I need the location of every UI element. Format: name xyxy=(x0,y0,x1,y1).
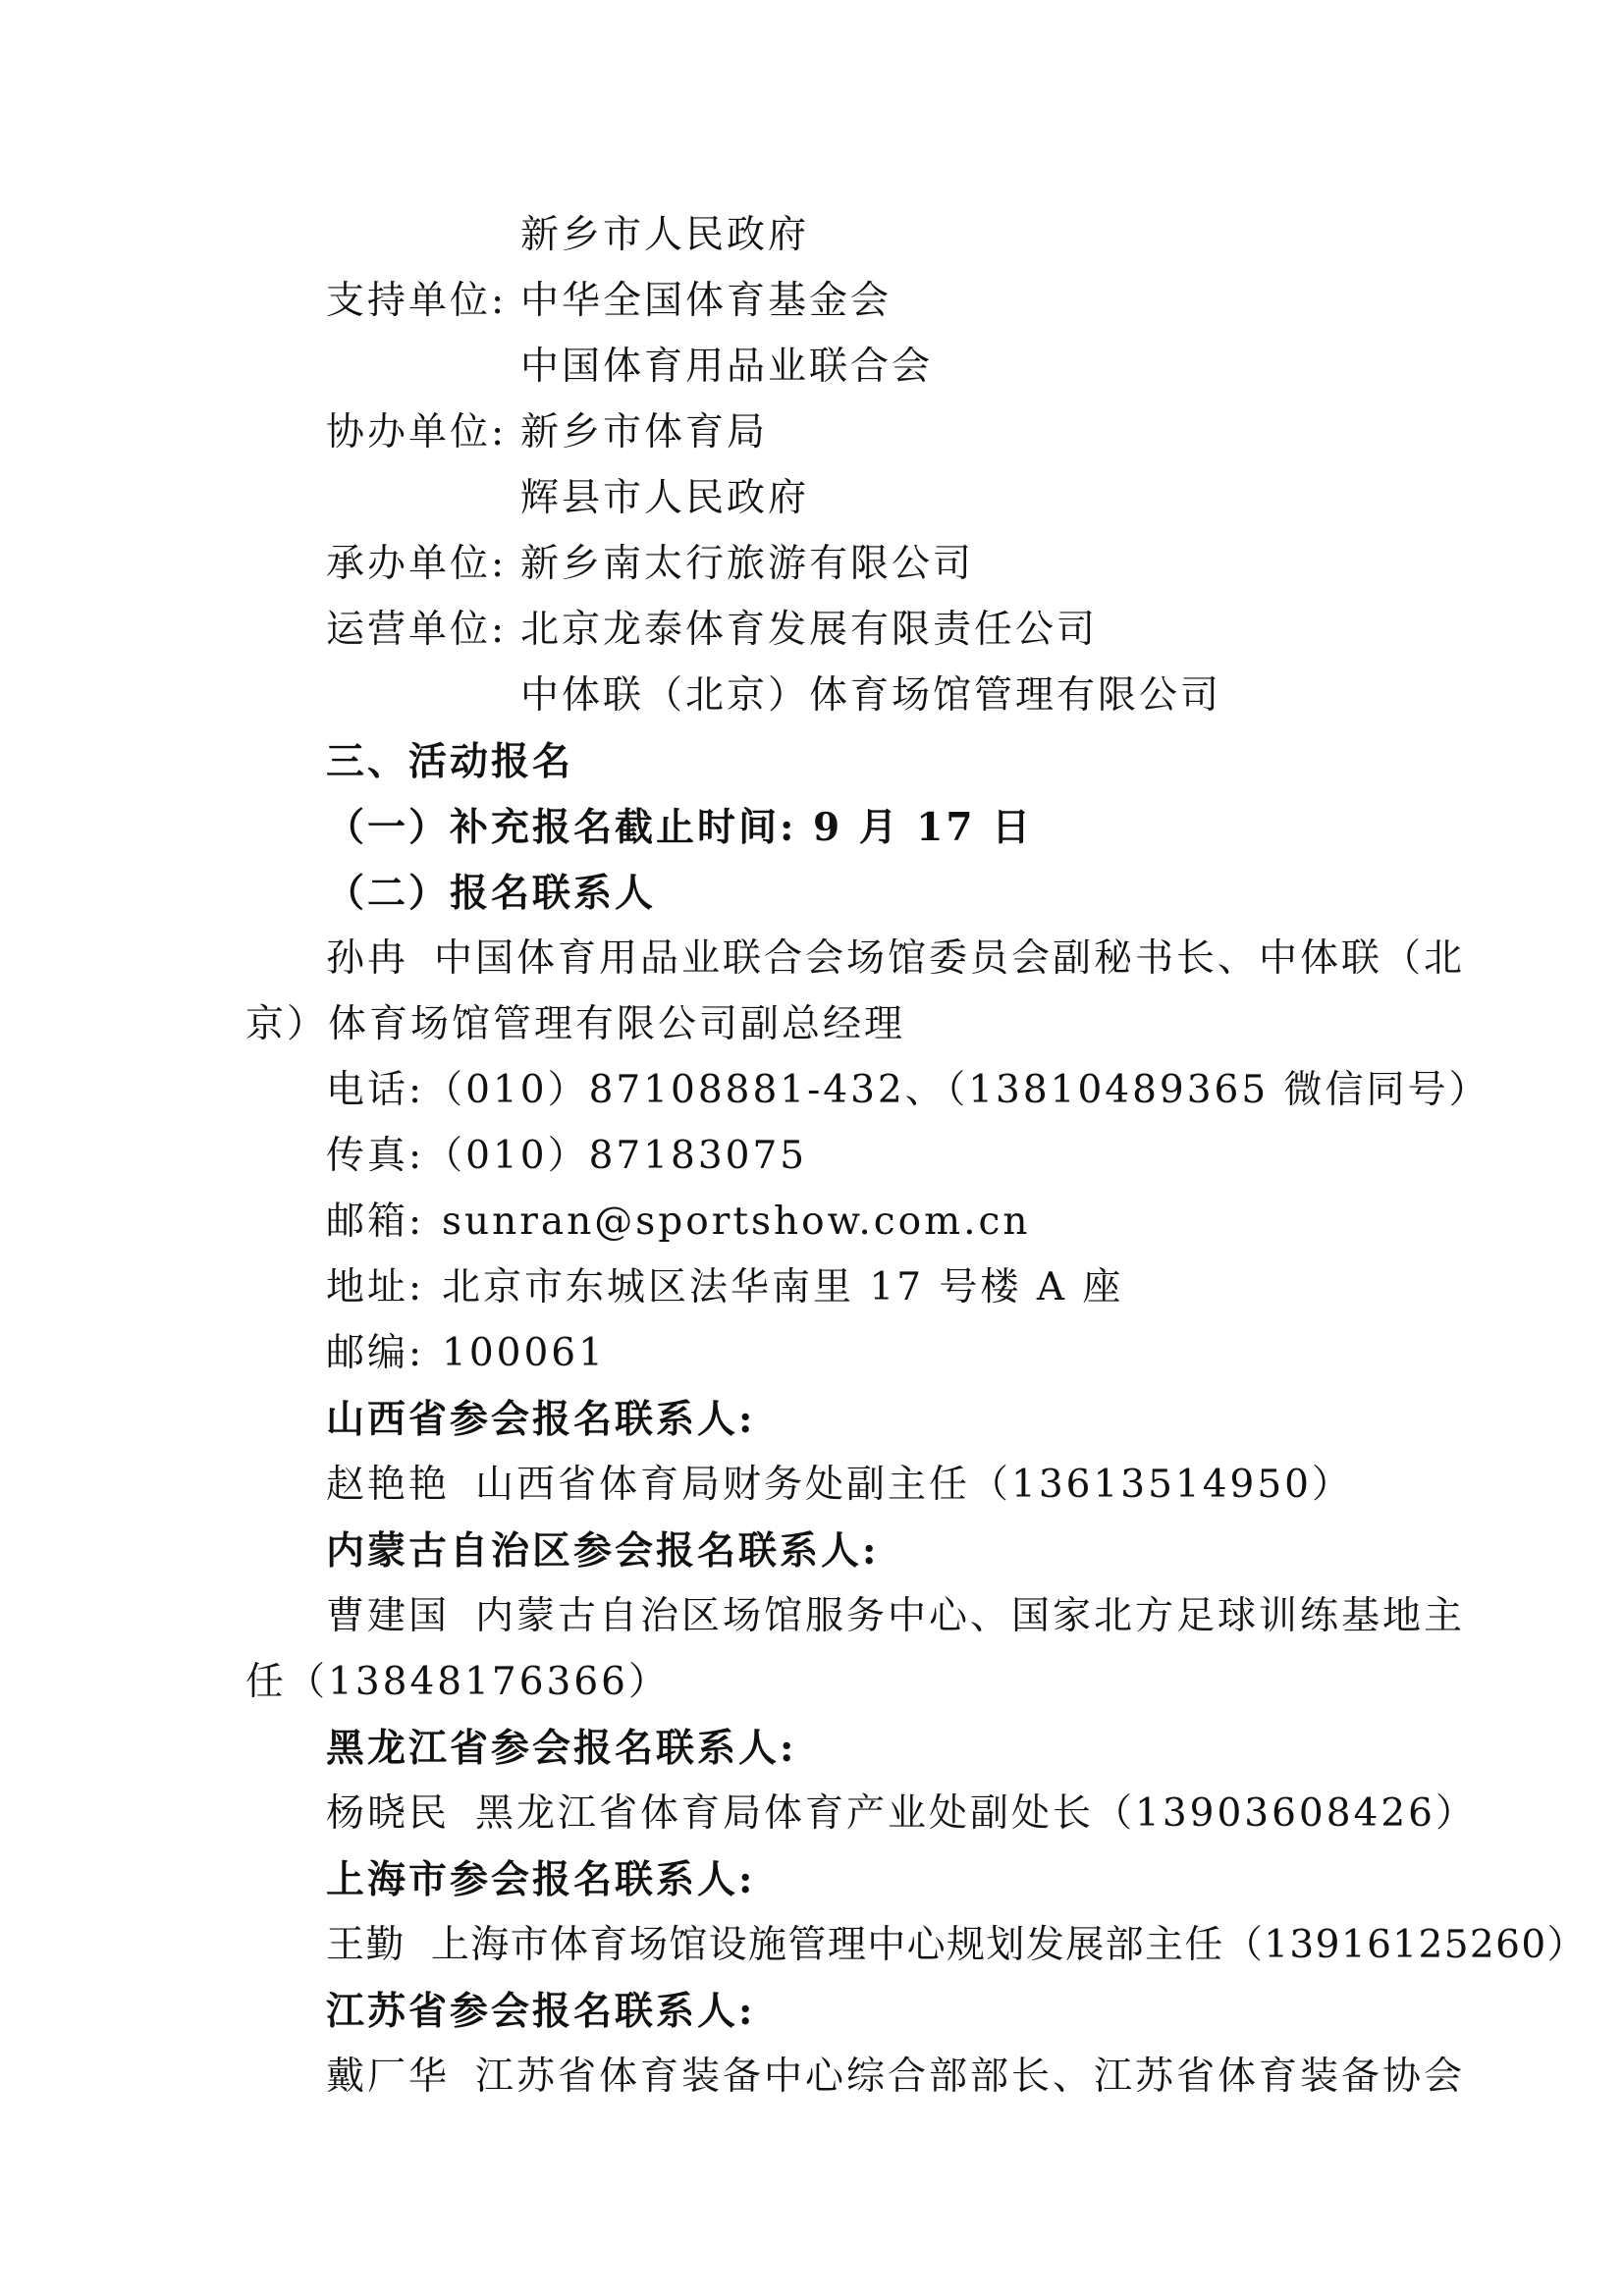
main-contact-title-cont: 京）体育场馆管理有限公司副总经理 xyxy=(245,1002,906,1046)
email-row xyxy=(326,1198,1030,1247)
contact-detail: 上海市体育场馆设施管理中心规划发展部主任（13916125260） xyxy=(430,1923,1587,1967)
email-value[interactable]: sunran@sportshow.com.cn xyxy=(442,1200,1031,1244)
support-row xyxy=(326,277,892,326)
host-unit: 新乡南太行旅游有限公司 xyxy=(520,542,975,586)
province-contact xyxy=(326,1921,1587,1970)
coorg-unit-1: 新乡市体育局 xyxy=(520,410,769,454)
province-contact xyxy=(326,1461,1353,1510)
province-heading: 山西省参会报名联系人: xyxy=(326,1397,756,1442)
coorg-unit-2: 辉县市人民政府 xyxy=(520,476,810,520)
operator-row xyxy=(326,606,1098,655)
zip-row xyxy=(326,1329,606,1378)
contact-detail: 江苏省体育装备中心综合部部长、江苏省体育装备协会 xyxy=(475,2055,1466,2099)
fax-label: 传真: xyxy=(326,1134,425,1178)
province-heading: 黑龙江省参会报名联系人: xyxy=(326,1726,797,1771)
email-label: 邮箱: xyxy=(326,1200,425,1244)
section-heading: 三、活动报名 xyxy=(326,739,574,784)
support-label: 支持单位: xyxy=(326,279,508,323)
phone-row xyxy=(326,1066,1490,1115)
operator-unit-1: 北京龙泰体育发展有限责任公司 xyxy=(520,608,1099,652)
contact-name: 曹建国 xyxy=(326,1594,451,1638)
province-contact xyxy=(326,1789,1477,1839)
province-heading: 上海市参会报名联系人: xyxy=(326,1857,756,1902)
subsection-contacts: （二）报名联系人 xyxy=(326,871,657,916)
host-label: 承办单位: xyxy=(326,542,508,586)
fax-value: （010）87183075 xyxy=(424,1134,808,1178)
host-row xyxy=(326,540,974,589)
subsection-deadline: （一）补充报名截止时间: 9 月 17 日 xyxy=(326,805,1034,850)
contact-detail: 山西省体育局财务处副主任（13613514950） xyxy=(475,1463,1353,1507)
contact-name: 杨晓民 xyxy=(326,1791,451,1836)
contact-detail: 内蒙古自治区场馆服务中心、国家北方足球训练基地主 xyxy=(475,1594,1466,1638)
province-contact xyxy=(326,2053,1465,2102)
province-heading: 江苏省参会报名联系人: xyxy=(326,1989,756,2034)
zip-value: 100061 xyxy=(442,1331,606,1375)
main-contact-line1 xyxy=(326,934,1465,984)
phone-label: 电话: xyxy=(326,1068,425,1112)
contact-name: 戴厂华 xyxy=(326,2055,451,2099)
main-contact-name: 孙冉 xyxy=(326,936,409,981)
address-value: 北京市东城区法华南里 17 号楼 A 座 xyxy=(442,1265,1124,1309)
fax-row xyxy=(326,1132,807,1181)
contact-name: 王勤 xyxy=(326,1923,406,1967)
support-unit-2: 中国体育用品业联合会 xyxy=(520,345,934,389)
operator-unit-2: 中体联（北京）体育场馆管理有限公司 xyxy=(520,673,1222,718)
province-contact xyxy=(326,1592,1465,1641)
support-unit-1: 中华全国体育基金会 xyxy=(520,279,893,323)
address-row xyxy=(326,1263,1123,1312)
address-label: 地址: xyxy=(326,1265,425,1309)
operator-label: 运营单位: xyxy=(326,608,508,652)
main-contact-title: 中国体育用品业联合会场馆委员会副秘书长、中体联（北 xyxy=(434,936,1466,981)
contact-name: 赵艳艳 xyxy=(326,1463,451,1507)
province-heading: 内蒙古自治区参会报名联系人: xyxy=(326,1528,880,1574)
coorg-row xyxy=(326,408,768,457)
zip-label: 邮编: xyxy=(326,1331,425,1375)
coorg-label: 协办单位: xyxy=(326,410,508,454)
contact-detail: 黑龙江省体育局体育产业处副处长（13903608426） xyxy=(475,1791,1477,1836)
organizer-continued: 新乡市人民政府 xyxy=(520,213,810,257)
phone-value: （010）87108881-432、（13810489365 微信同号） xyxy=(424,1068,1490,1112)
contact-detail-cont: 任（13848176366） xyxy=(245,1660,670,1704)
